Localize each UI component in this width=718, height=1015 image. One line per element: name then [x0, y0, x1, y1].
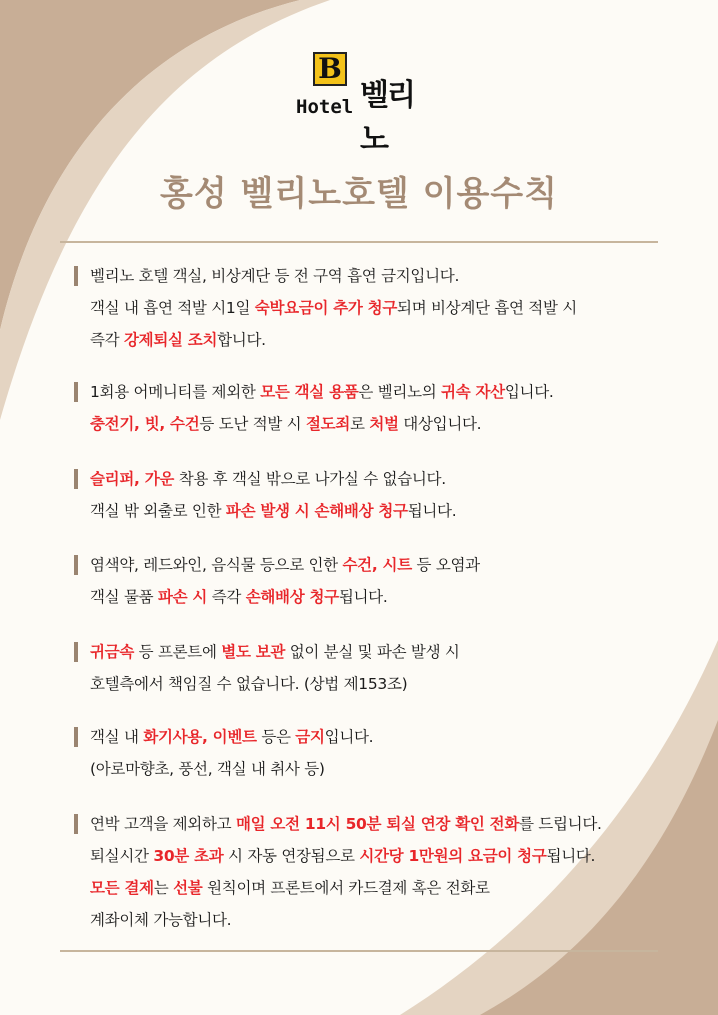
highlighted-text: 30분 초과 [153, 847, 224, 865]
rule-text: 즉각 [90, 331, 124, 349]
rule-text: 계좌이체 가능합니다. [90, 911, 232, 929]
rule-text: 착용 후 객실 밖으로 나가실 수 없습니다. [174, 470, 446, 488]
highlighted-text: 수건, 시트 [342, 556, 412, 574]
highlighted-text: 귀속 자산 [441, 383, 505, 401]
rule-line [90, 906, 602, 938]
rule-text: 객실 물품 [90, 588, 158, 606]
rule-line [90, 670, 460, 702]
rule-line [90, 583, 480, 615]
rule-text: (아로마향초, 풍선, 객실 내 취사 등) [90, 760, 325, 778]
section-lines [90, 551, 480, 615]
section-lines [90, 723, 373, 787]
rule-line [90, 723, 373, 755]
logo-hotel-text: Hotel [296, 96, 354, 118]
rule-text: 객실 밖 외출로 인한 [90, 502, 226, 520]
rule-text: 즉각 [207, 588, 246, 606]
section-lines [90, 810, 602, 938]
rule-text: 로 [350, 415, 370, 433]
page-title: 홍성 벨리노호텔 이용수칙 [160, 174, 558, 214]
rule-line [90, 842, 602, 874]
rule-text: 등 프론트에 [134, 643, 222, 661]
highlighted-text: 매일 오전 11시 50분 퇴실 연장 확인 전화 [235, 815, 519, 833]
highlighted-text: 화기사용, 이벤트 [143, 728, 257, 746]
rule-text: 호텔측에서 책임질 수 없습니다. (상법 제153조) [90, 675, 408, 693]
rule-text: 연박 고객을 제외하고 [90, 815, 236, 833]
highlighted-text: 슬리퍼, 가운 [90, 470, 175, 488]
section-marker [74, 469, 78, 489]
rule-text: 입니다. [324, 728, 374, 746]
highlighted-text: 금지 [295, 728, 325, 746]
rule-text: 입니다. [504, 383, 554, 401]
rule-text: 염색약, 레드와인, 음식물 등으로 인한 [90, 556, 343, 574]
section-lines [90, 638, 460, 702]
rule-line [90, 262, 577, 294]
divider-bottom [60, 950, 658, 952]
hotel-logo [296, 50, 426, 157]
section-marker [74, 727, 78, 747]
rule-text: 는 [153, 879, 174, 897]
rule-text: 를 드립니다. [519, 815, 602, 833]
rule-text: 등은 [256, 728, 296, 746]
rule-text: 됩니다. [546, 847, 596, 865]
highlighted-text: 귀금속 [90, 643, 135, 661]
divider-top [60, 241, 658, 243]
section-marker [74, 555, 78, 575]
highlighted-text: 모든 결제 [90, 879, 154, 897]
logo-letter-b: B [313, 52, 347, 86]
highlighted-text: 숙박요금이 추가 청구 [254, 299, 398, 317]
rule-text: 됩니다. [407, 502, 457, 520]
rule-line [90, 294, 577, 326]
rule-text: 객실 내 흡연 적발 시1일 [90, 299, 255, 317]
rule-line [90, 497, 456, 529]
rule-line [90, 755, 373, 787]
rule-text: 등 도난 적발 시 [199, 415, 306, 433]
rule-line [90, 378, 554, 410]
rule-text: 시 자동 연장됨으로 [223, 847, 360, 865]
rule-text: 없이 분실 및 파손 발생 시 [285, 643, 460, 661]
rule-text: 합니다. [217, 331, 266, 349]
highlighted-text: 손해배상 청구 [245, 588, 339, 606]
rule-text: 은 벨리노의 [358, 383, 442, 401]
highlighted-text: 파손 시 [157, 588, 208, 606]
rule-line [90, 410, 554, 442]
highlighted-text: 절도죄 [305, 415, 350, 433]
rule-text: 되며 비상계단 흡연 적발 시 [397, 299, 577, 317]
rule-line [90, 638, 460, 670]
section-lines [90, 465, 456, 529]
rule-text: 퇴실시간 [90, 847, 154, 865]
rule-text: 원칙이며 프론트에서 카드결제 혹은 전화로 [202, 879, 490, 897]
rule-text: 대상입니다. [398, 415, 482, 433]
section-marker [74, 382, 78, 402]
rule-text: 객실 내 [90, 728, 144, 746]
rule-text: 등 오염과 [411, 556, 480, 574]
highlighted-text: 별도 보관 [221, 643, 286, 661]
rule-text: 1회용 어메니티를 제외한 [90, 383, 261, 401]
highlighted-text: 시간당 1만원의 요금이 청구 [359, 847, 547, 865]
rule-line [90, 874, 602, 906]
highlighted-text: 파손 발생 시 손해배상 청구 [225, 502, 408, 520]
section-marker [74, 266, 78, 286]
highlighted-text: 충전기, 빗, 수건 [90, 415, 200, 433]
rule-line [90, 465, 456, 497]
logo-name-text: 벨리노 [360, 78, 414, 157]
rule-line [90, 326, 577, 358]
rule-text: 벨리노 호텔 객실, 비상계단 등 전 구역 흡연 금지입니다. [90, 267, 460, 285]
highlighted-text: 강제퇴실 조치 [123, 331, 218, 349]
highlighted-text: 모든 객실 용품 [260, 383, 359, 401]
rule-text: 됩니다. [338, 588, 388, 606]
rule-line [90, 810, 602, 842]
highlighted-text: 선불 [173, 879, 203, 897]
section-lines [90, 262, 577, 358]
section-marker [74, 642, 78, 662]
section-marker [74, 814, 78, 834]
rule-line [90, 551, 480, 583]
section-lines [90, 378, 554, 442]
highlighted-text: 처벌 [369, 415, 399, 433]
